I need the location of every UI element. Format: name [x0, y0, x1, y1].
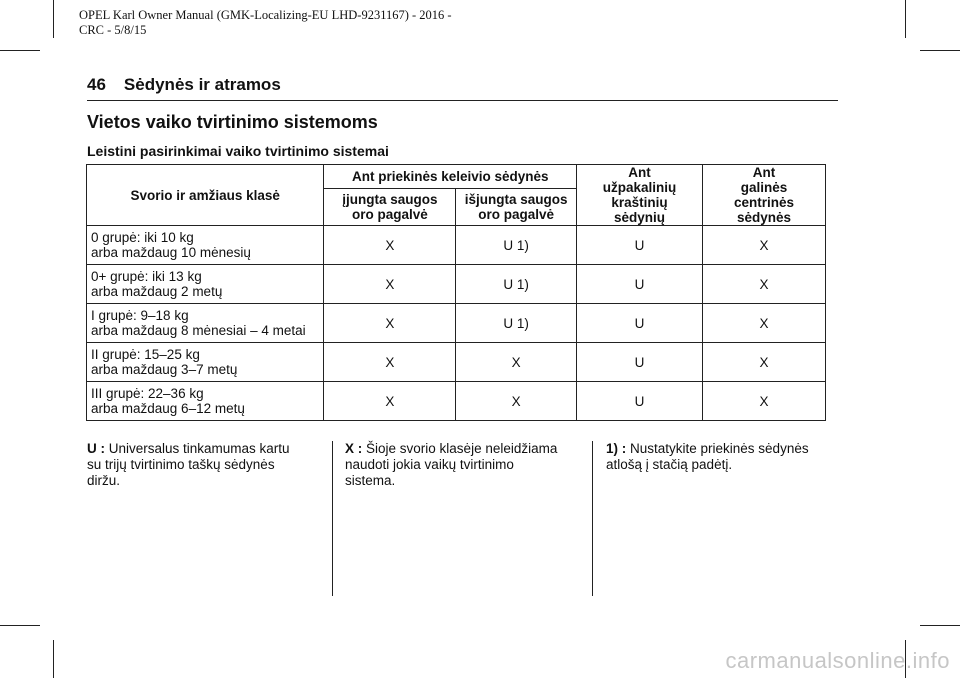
crop-mark — [0, 50, 40, 51]
cell-value: X — [456, 343, 577, 382]
legend-text: su trijų tvirtinimo taškų sėdynės — [87, 457, 275, 472]
cell-value: X — [703, 304, 826, 343]
row-label-line: III grupė: 22–36 kg — [91, 386, 204, 401]
page-heading — [87, 75, 281, 95]
row-label-line: arba maždaug 2 metų — [91, 284, 223, 299]
legend-text: atlošą į stačią padėtį. — [606, 457, 733, 472]
header-front-passenger: Ant priekinės keleivio sėdynės — [324, 165, 577, 189]
header-airbag-off: išjungta saugos oro pagalvė — [456, 188, 577, 225]
row-label-line: arba maždaug 6–12 metų — [91, 401, 245, 416]
chapter-title: Sėdynės ir atramos — [123, 75, 281, 94]
row-label — [87, 265, 324, 304]
cell-value: X — [703, 382, 826, 421]
cell-value: X — [703, 226, 826, 265]
row-label-line: II grupė: 15–25 kg — [91, 347, 200, 362]
legend-text: sistema. — [345, 473, 396, 488]
cell-value: U — [577, 382, 703, 421]
header-rear-center: Ant galinės centrinės sėdynės — [703, 165, 826, 226]
cell-value: U 1) — [456, 226, 577, 265]
row-label-line: arba maždaug 10 mėnesių — [91, 245, 251, 260]
cell-value: X — [324, 382, 456, 421]
crop-mark — [53, 640, 54, 678]
row-label-line: arba maždaug 8 mėnesiai – 4 metai — [91, 323, 306, 338]
legend-text: Universalus tinkamumas kartu — [105, 441, 290, 456]
table-row — [87, 382, 826, 421]
table-title: Leistini pasirinkimai vaiko tvirtinimo sistemai — [87, 143, 389, 159]
legend-u — [87, 441, 327, 489]
cell-value: X — [703, 343, 826, 382]
legend-text: diržu. — [87, 473, 121, 488]
legend-text: Nustatykite priekinės sėdynės — [626, 441, 809, 456]
row-label — [87, 343, 324, 382]
crop-mark — [53, 0, 54, 38]
header-weight-age: Svorio ir amžiaus klasė — [87, 165, 324, 226]
table-row — [87, 343, 826, 382]
cell-value: X — [324, 343, 456, 382]
child-restraint-table — [86, 164, 826, 421]
table-row — [87, 226, 826, 265]
row-label-line: 0+ grupė: iki 13 kg — [91, 269, 202, 284]
legend-key: X : — [345, 441, 363, 456]
document-meta-line: CRC - 5/8/15 — [79, 23, 147, 37]
page-number: 46 — [87, 75, 106, 94]
legend-key: U : — [87, 441, 105, 456]
crop-mark — [0, 625, 40, 626]
cell-value: X — [324, 304, 456, 343]
table-row — [87, 265, 826, 304]
crop-mark — [905, 0, 906, 38]
row-label-line: 0 grupė: iki 10 kg — [91, 230, 194, 245]
header-airbag-on: įjungta saugos oro pagalvė — [324, 188, 456, 225]
table-row — [87, 304, 826, 343]
row-label — [87, 226, 324, 265]
legend-columns — [87, 441, 827, 597]
cell-value: U — [577, 226, 703, 265]
watermark: carmanualsonline.info — [725, 648, 950, 673]
cell-value: U — [577, 304, 703, 343]
cell-value: X — [703, 265, 826, 304]
legend-text: naudoti jokia vaikų tvirtinimo — [345, 457, 514, 472]
column-divider — [332, 441, 333, 596]
legend-x — [345, 441, 585, 489]
cell-value: X — [324, 226, 456, 265]
cell-value: U — [577, 265, 703, 304]
row-label-line: arba maždaug 3–7 metų — [91, 362, 238, 377]
heading-rule — [87, 100, 838, 101]
row-label — [87, 304, 324, 343]
row-label — [87, 382, 324, 421]
section-title: Vietos vaiko tvirtinimo sistemoms — [87, 112, 378, 132]
table-header-row — [87, 165, 826, 189]
document-meta — [79, 8, 452, 38]
header-rear-outboard: Ant užpakalinių kraštinių sėdynių — [577, 165, 703, 226]
document-meta-line: OPEL Karl Owner Manual (GMK-Localizing-EU LHD-9231167) - 2016 - — [79, 8, 452, 22]
cell-value: X — [456, 382, 577, 421]
row-label-line: I grupė: 9–18 kg — [91, 308, 189, 323]
cell-value: U 1) — [456, 265, 577, 304]
cell-value: U — [577, 343, 703, 382]
legend-note — [606, 441, 831, 473]
column-divider — [592, 441, 593, 596]
legend-text: Šioje svorio klasėje neleidžiama — [362, 441, 558, 456]
crop-mark — [920, 50, 960, 51]
cell-value: X — [324, 265, 456, 304]
crop-mark — [920, 625, 960, 626]
legend-key: 1) : — [606, 441, 627, 456]
cell-value: U 1) — [456, 304, 577, 343]
